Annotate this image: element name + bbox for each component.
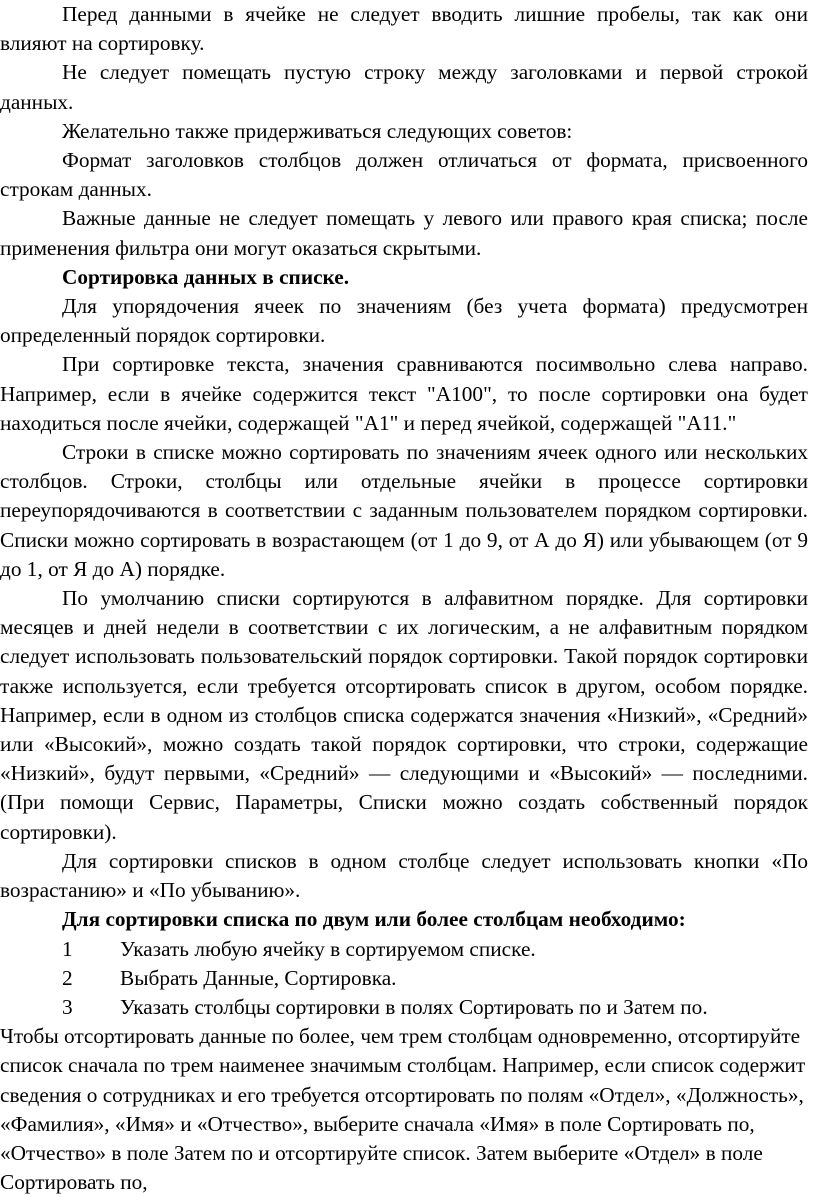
list-item-number: 2: [62, 965, 73, 990]
paragraph-7: При сортировке текста, значения сравниваются посимвольно слева направо. Например, если в ячейке содержится текст "А100", то после сортировки она будет находиться после ячейки, содержащей "А1" и перед ячейкой, содержащей "А11.": [0, 352, 808, 435]
paragraph-11: Чтобы отсортировать данные по более, чем трем столбцам одновременно, отсортируйте список сначала по трем наименее значимым столбцам. Например, если список содержит сведения о сотрудниках и его требуется отсортировать по полям «Отдел», «Должность», «Фамилия», «Имя» и «Отчество», выберите сначала «Имя» в поле Сортировать по, «Отчество» в поле Затем по и отсортируйте список. Затем выберите «Отдел» в поле Сортировать по,: [0, 1024, 806, 1195]
list-item-text: Указать столбцы сортировки в полях Сортировать по и Затем по.: [120, 994, 708, 1019]
paragraph-8: Строки в списке можно сортировать по значениям ячеек одного или нескольких столбцов. Строки, столбцы или отдельные ячейки в процессе сортировки переупорядочиваются в соответствии с заданным пользователем порядком сортировки. Списки можно сортировать в возрастающем (от 1 до 9, от А до Я) или убывающем (от 9 до 1, от Я до А) порядке.: [0, 440, 808, 581]
paragraph-3: Желательно также придерживаться следующих советов:: [62, 118, 573, 143]
heading-sorting: Сортировка данных в списке.: [62, 264, 350, 289]
list-item-text: Выбрать Данные, Сортировка.: [120, 965, 397, 990]
paragraph-9: По умолчанию списки сортируются в алфавитном порядке. Для сортировки месяцев и дней недели в соответствии с их логическим, а не алфавитным порядком следует использовать пользовательский порядок сортировки. Такой порядок сортировки также используется, если требуется отсортировать список в другом, особом порядке. Например, если в одном из столбцов списка содержатся значения «Низкий», «Средний» или «Высокий», можно создать такой порядок сортировки, что строки, содержащие «Низкий», будут первыми, «Средний» — следующими и «Высокий» — последними. (При помощи Сервис, Параметры, Списки можно создать собственный порядок сортировки).: [0, 586, 808, 844]
paragraph-5: Важные данные не следует помещать у левого или правого края списка; после применения фильтра они могут оказаться скрытыми.: [0, 206, 808, 260]
list-item: [0, 993, 808, 1022]
list-item-number: 3: [62, 994, 73, 1019]
heading-multi-column: Для сортировки списка по двум или более столбцам необходимо:: [62, 907, 686, 932]
paragraph-2: Не следует помещать пустую строку между заголовками и первой строкой данных.: [0, 60, 808, 114]
steps-list: [0, 935, 808, 1023]
paragraph-10: Для сортировки списков в одном столбце следует использовать кнопки «По возрастанию» и «По убыванию».: [0, 848, 808, 903]
list-item-number: 1: [62, 936, 73, 961]
paragraph-6: Для упорядочения ячеек по значениям (без учета формата) предусмотрен определенный порядок сортировки.: [0, 294, 808, 348]
list-item: [0, 964, 808, 993]
paragraph-4: Формат заголовков столбцов должен отличаться от формата, присвоенного строкам данных.: [0, 148, 808, 202]
paragraph-1: Перед данными в ячейке не следует вводить лишние пробелы, так как они влияют на сортировку.: [0, 2, 808, 56]
list-item: [0, 935, 808, 964]
list-item-text: Указать любую ячейку в сортируемом списке.: [120, 936, 536, 961]
